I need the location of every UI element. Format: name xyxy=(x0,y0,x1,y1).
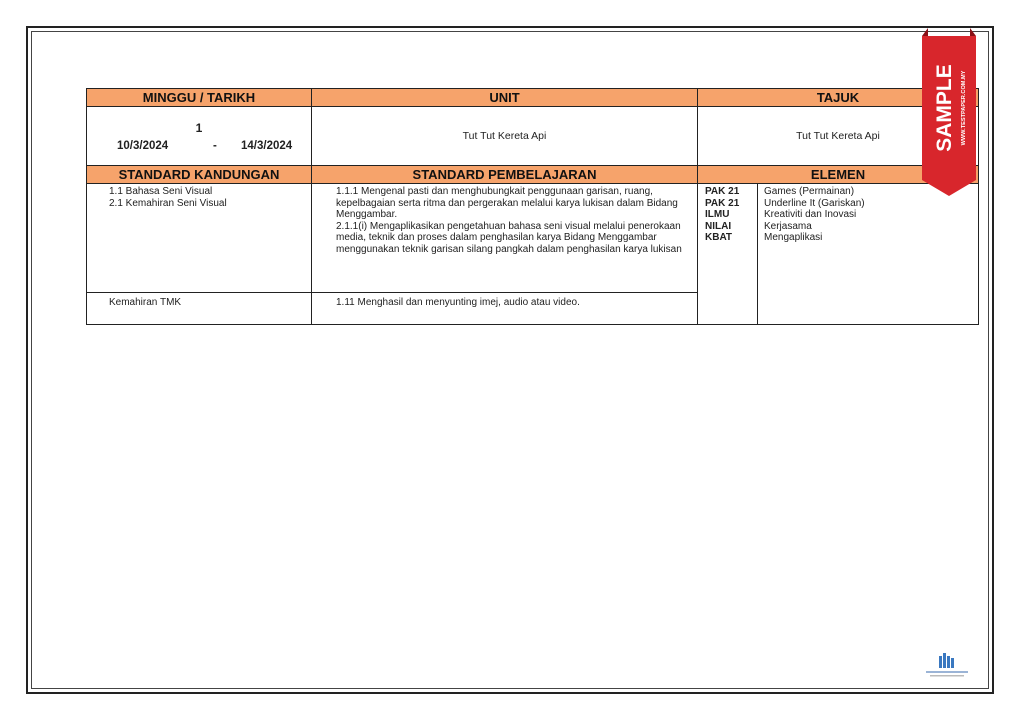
standard-kandungan-cell xyxy=(87,184,312,293)
week-number: 1 xyxy=(195,121,203,135)
elemen-item: Underline It (Gariskan) xyxy=(764,197,865,209)
sample-ribbon-icon xyxy=(920,28,978,198)
elemen-code: PAK 21 xyxy=(705,197,740,209)
tmk-pembelajaran: 1.11 Menghasil dan menyunting imej, audio atau video. xyxy=(312,293,698,325)
publisher-logo-icon xyxy=(920,650,974,680)
standard-pembelajaran-cell xyxy=(312,184,698,293)
date-separator: - xyxy=(213,140,217,152)
elemen-item: Mengaplikasi xyxy=(764,232,823,243)
unit-value: Tut Tut Kereta Api xyxy=(312,107,698,166)
elemen-items-cell xyxy=(758,184,979,325)
elemen-codes-cell xyxy=(698,184,758,325)
date-cell xyxy=(87,107,312,166)
lesson-plan-table xyxy=(86,88,979,325)
elemen-item: Kreativiti dan Inovasi xyxy=(764,209,857,220)
watermark-site: WWW.TESTPAPER.COM.MY xyxy=(961,70,967,146)
header-standard-pembelajaran: STANDARD PEMBELAJARAN xyxy=(312,166,698,184)
elemen-code: ILMU xyxy=(705,209,730,220)
header-tajuk: TAJUK xyxy=(698,89,979,107)
elemen-code: PAK 21 xyxy=(705,186,740,197)
elemen-item: Games (Permainan) xyxy=(764,186,855,197)
date-start: 10/3/2024 xyxy=(117,140,169,152)
header-unit: UNIT xyxy=(312,89,698,107)
elemen-code: NILAI xyxy=(705,220,732,232)
tmk-kandungan: Kemahiran TMK xyxy=(87,293,312,325)
sk-item: 2.1 Kemahiran Seni Visual xyxy=(109,197,227,209)
sp-item: 2.1.1(i) Mengaplikasikan pengetahuan bahasa seni visual melalui penerokaan media, teknik dan proses dalam penghasilan karya Bidang Menggambar menggunakan teknik garisan silang pangkah dalam penghasilan karya lukisan xyxy=(336,220,682,255)
sp-item: 1.1.1 Mengenal pasti dan menghubungkait penggunaan garisan, ruang, kepelbagaian serta ritma dan pergerakan melalui karya lukisan dalam Bidang Menggambar. xyxy=(336,186,678,220)
watermark-text: SAMPLE xyxy=(933,64,956,152)
elemen-item: Kerjasama xyxy=(764,220,812,232)
sk-item: 1.1 Bahasa Seni Visual xyxy=(109,186,213,197)
header-standard-kandungan: STANDARD KANDUNGAN xyxy=(87,166,312,184)
elemen-code: KBAT xyxy=(705,232,733,243)
header-elemen: ELEMEN xyxy=(698,166,979,184)
header-minggu-tarikh: MINGGU / TARIKH xyxy=(87,89,312,107)
date-end: 14/3/2024 xyxy=(241,140,293,152)
tajuk-value: Tut Tut Kereta Api xyxy=(698,107,979,166)
